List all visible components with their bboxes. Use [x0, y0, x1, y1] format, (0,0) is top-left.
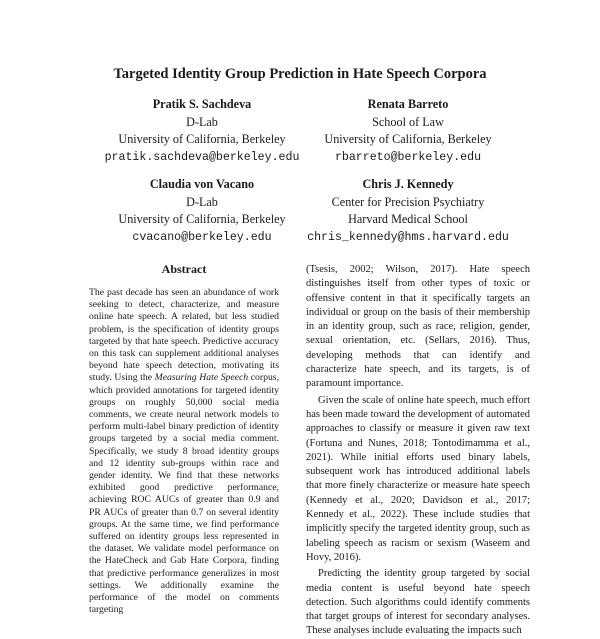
author-email: chris_kennedy@hms.harvard.edu — [307, 230, 509, 244]
author-department: D-Lab — [186, 194, 218, 209]
author-affiliation: University of California, Berkeley — [118, 132, 286, 146]
abstract-heading: Abstract — [161, 262, 207, 276]
author-name: Claudia von Vacano — [149, 177, 255, 191]
abstract-italic-corpus-name: Measuring Hate Speech — [154, 372, 249, 384]
author-affiliation: University of California, Berkeley — [324, 132, 492, 146]
author-block — [268, 96, 548, 166]
author-department: D-Lab — [186, 114, 218, 129]
body-paragraph: (Tsesis, 2002; Wilson, 2017). Hate speech distinguishes itself from other types of toxic or offensive content in that it specifically targets an individual or group on the basis of their membership in an identity group, such as race, religion, gender, sexual orientation, etc. (Sellars, 2016). Thus, developing methods that can identify and characterize hate speech, and its targets, is of paramount importance. — [306, 264, 530, 390]
body-paragraph: Predicting the identity group targeted by social media content is useful beyond hate speech detection. Such algorithms could identify comments that target groups of interest for secondary analyses. These analyses include evaluating the impacts such — [306, 568, 530, 637]
abstract-part-2: corpus, which provided annotations for targeted identity groups on roughly 50,000 social media comments, we create neural network models to perform multi-label binary prediction of identity groups targeted by a social media comment. Specifically, we study 8 broad identity groups and 12 identity sub-groups within race and gender identity. We find that these networks exhibited good predictive performance, achieving ROC AUCs of greater than 0.9 and PR AUCs of greater than 0.7 on several identity groups. At the same time, we find performance suffered on identity groups less represented in the dataset. We validate model performance on the HateCheck and Gab Hate Corpora, finding that predictive performance generalizes in most settings. We additionally examine the performance of the model on comments targeting — [89, 372, 279, 616]
author-email: pratik.sachdeva@berkeley.edu — [104, 150, 300, 164]
author-name: Pratik S. Sachdeva — [152, 97, 252, 111]
author-department: Center for Precision Psychiatry — [331, 194, 485, 209]
author-department: School of Law — [372, 114, 444, 129]
author-name: Chris J. Kennedy — [362, 177, 454, 191]
author-affiliation: University of California, Berkeley — [118, 212, 286, 226]
paper-title: Targeted Identity Group Prediction in Hate Speech Corpora — [113, 66, 487, 82]
abstract-part-1: The past decade has seen an abundance of work seeking to detect, characterize, and measure online hate speech. A related, but less studied problem, is the specification of identity groups targeted by that hate speech. Predictive accuracy on this task can supplement additional analyses beyond hate speech detection, motivating its study. Using the — [89, 287, 279, 384]
author-email: cvacano@berkeley.edu — [132, 230, 272, 244]
author-affiliation: Harvard Medical School — [348, 212, 468, 226]
author-email: rbarreto@berkeley.edu — [334, 150, 482, 164]
body-paragraph: Given the scale of online hate speech, much effort has been made toward the development of automated approaches to classify or measure it given raw text (Fortuna and Nunes, 2018; Tontodimamma et al., 2021). While initial efforts used binary labels, subsequent work has introduced additional labels that more finely characterize or measure hate speech (Kennedy et al., 2020; Davidson et al., 2017; Kennedy et al., 2022). These include studies that implicitly specify the targeted identity group, such as labeling speech as racism or sexism (Waseem and Hovy, 2016). — [306, 394, 530, 563]
introduction-body — [306, 263, 530, 639]
author-block — [268, 176, 548, 246]
author-name: Renata Barreto — [367, 97, 449, 111]
abstract-text — [89, 287, 279, 616]
